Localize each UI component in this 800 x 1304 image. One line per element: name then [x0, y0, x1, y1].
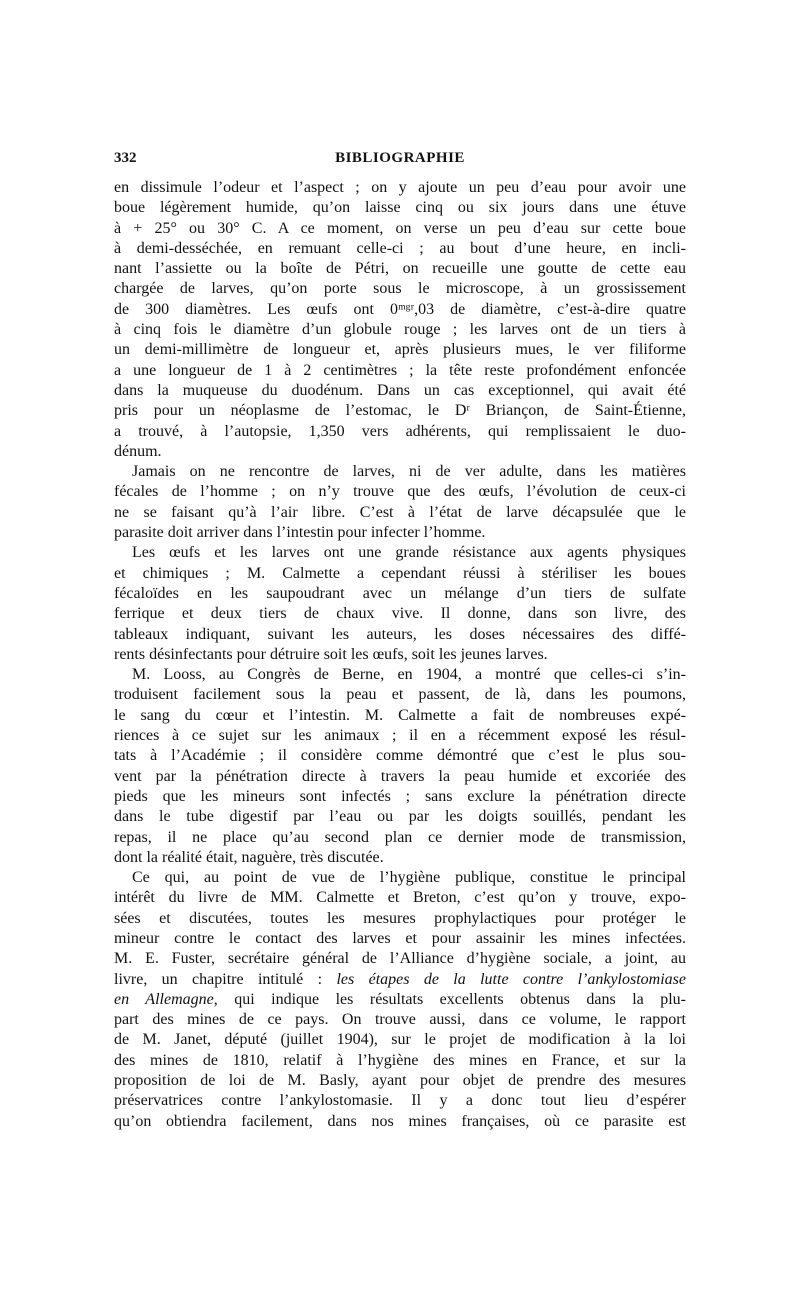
text-line: dont la réalité était, naguère, très discutée.: [114, 848, 384, 866]
text-line: dénum.: [114, 442, 162, 460]
text-line: proposition de loi de M. Basly, ayant pour objet de prendre des mesures: [114, 1072, 686, 1090]
text-line: mineur contre le contact des larves et pour assainir les mines infectées.: [114, 929, 686, 947]
text-line: préservatrices contre l’ankylostomasie. Il y a donc tout lieu d’espérer: [114, 1092, 686, 1110]
text-line: [114, 990, 686, 1010]
text-line: dans la muqueuse du duodénum. Dans un cas exceptionnel, qui avait été: [114, 381, 686, 399]
text-line: en dissimule l’odeur et l’aspect ; on y ajoute un peu d’eau pour avoir une: [114, 179, 686, 196]
text-line: rents désinfectants pour détruire soit les œufs, soit les jeunes larves.: [114, 645, 548, 663]
text-line: intérêt du livre de MM. Calmette et Breton, c’est qu’on y trouve, expo-: [114, 889, 686, 907]
text-line: repas, il ne place qu’au second plan ce dernier mode de transmission,: [114, 828, 686, 846]
text-line: pris pour un néoplasme de l’estomac, le Dʳ Briançon, de Saint-Étienne,: [114, 402, 686, 420]
text-line: à + 25° ou 30° C. A ce moment, on verse un peu d’eau sur cette boue: [114, 219, 686, 237]
text-line: à cinq fois le diamètre d’un globule rouge ; les larves ont de un tiers à: [114, 321, 686, 339]
text-line: de M. Janet, député (juillet 1904), sur le projet de modification à la loi: [114, 1031, 686, 1049]
body-text: [114, 178, 686, 1132]
text-line: ne se faisant qu’à l’air libre. C’est à l’état de larve décapsulée que le: [114, 503, 686, 521]
text-line: un demi-millimètre de longueur et, après plusieurs mues, le ver filiforme: [114, 341, 686, 359]
text-line: vent par la pénétration directe à travers la peau humide et excoriée des: [114, 767, 686, 785]
text-line: Ce qui, au point de vue de l’hygiène publique, constitue le principal: [132, 869, 686, 887]
text-line: M. E. Fuster, secrétaire général de l’Alliance d’hygiène sociale, a joint, au: [114, 950, 686, 968]
document-page: [114, 150, 686, 1132]
text-line: le sang du cœur et l’intestin. M. Calmette a fait de nombreuses expé-: [114, 706, 686, 724]
text-line: et chimiques ; M. Calmette a cependant réussi à stériliser les boues: [114, 564, 686, 582]
text-line: M. Looss, au Congrès de Berne, en 1904, a montré que celles-ci s’in-: [132, 666, 686, 684]
text-line: Jamais on ne rencontre de larves, ni de ver adulte, dans les matières: [132, 463, 686, 481]
text-line: parasite doit arriver dans l’intestin pour infecter l’homme.: [114, 524, 486, 542]
text-line: part des mines de ce pays. On trouve aussi, dans ce volume, le rapport: [114, 1011, 686, 1029]
text-line: fécales de l’homme ; on n’y trouve que des œufs, l’évolution de ceux-ci: [114, 483, 686, 501]
italic-title: les étapes de la lutte contre l’ankylostomiase: [336, 970, 686, 988]
text-line: fécaloïdes en les saupoudrant avec un mélange d’un tiers de sulfate: [114, 584, 686, 602]
text-line: riences à ce sujet sur les animaux ; il en a récemment exposé les résul-: [114, 727, 686, 745]
text-line: tats à l’Académie ; il considère comme démontré que c’est le plus sou-: [114, 747, 686, 765]
text-line: ferrique et deux tiers de chaux vive. Il donne, dans son livre, des: [114, 605, 686, 623]
text-segment: , qui indique les résultats excellents obtenus dans la plu-: [213, 990, 686, 1008]
page-header: [114, 150, 686, 174]
italic-title: en Allemagne: [114, 990, 214, 1008]
text-line: Les œufs et les larves ont une grande résistance aux agents physiques: [132, 544, 686, 562]
text-line: a trouvé, à l’autopsie, 1,350 vers adhérents, qui remplissaient le duo-: [114, 422, 686, 440]
text-line: des mines de 1810, relatif à l’hygiène des mines en France, et sur la: [114, 1051, 686, 1069]
text-line: à demi-desséchée, en remuant celle-ci ; au bout d’une heure, en incli-: [114, 239, 686, 257]
text-line: qu’on obtiendra facilement, dans nos mines françaises, où ce parasite est: [114, 1112, 686, 1130]
text-line: [114, 970, 686, 990]
text-line: troduisent facilement sous la peau et passent, de là, dans les poumons,: [114, 686, 686, 704]
text-line: de 300 diamètres. Les œufs ont 0ᵐᵍʳ,03 de diamètre, c’est-à-dire quatre: [114, 300, 686, 318]
text-line: sées et discutées, toutes les mesures prophylactiques pour protéger le: [114, 909, 686, 927]
text-segment: livre, un chapitre intitulé :: [114, 970, 337, 988]
text-line: nant l’assiette ou la boîte de Pétri, on recueille une goutte de cette eau: [114, 260, 686, 278]
text-line: tableaux indiquant, suivant les auteurs, les doses nécessaires des diffé-: [114, 625, 686, 643]
page-number: 332: [114, 150, 137, 166]
running-head: BIBLIOGRAPHIE: [335, 150, 465, 166]
text-line: chargée de larves, qu’on porte sous le microscope, à un grossissement: [114, 280, 686, 298]
text-line: boue légèrement humide, qu’on laisse cinq ou six jours dans une étuve: [114, 199, 686, 217]
text-line: pieds que les mineurs sont infectés ; sans exclure la pénétration directe: [114, 787, 686, 805]
text-line: a une longueur de 1 à 2 centimètres ; la tête reste profondément enfoncée: [114, 361, 686, 379]
text-line: dans le tube digestif par l’eau ou par les doigts souillés, pendant les: [114, 808, 686, 826]
